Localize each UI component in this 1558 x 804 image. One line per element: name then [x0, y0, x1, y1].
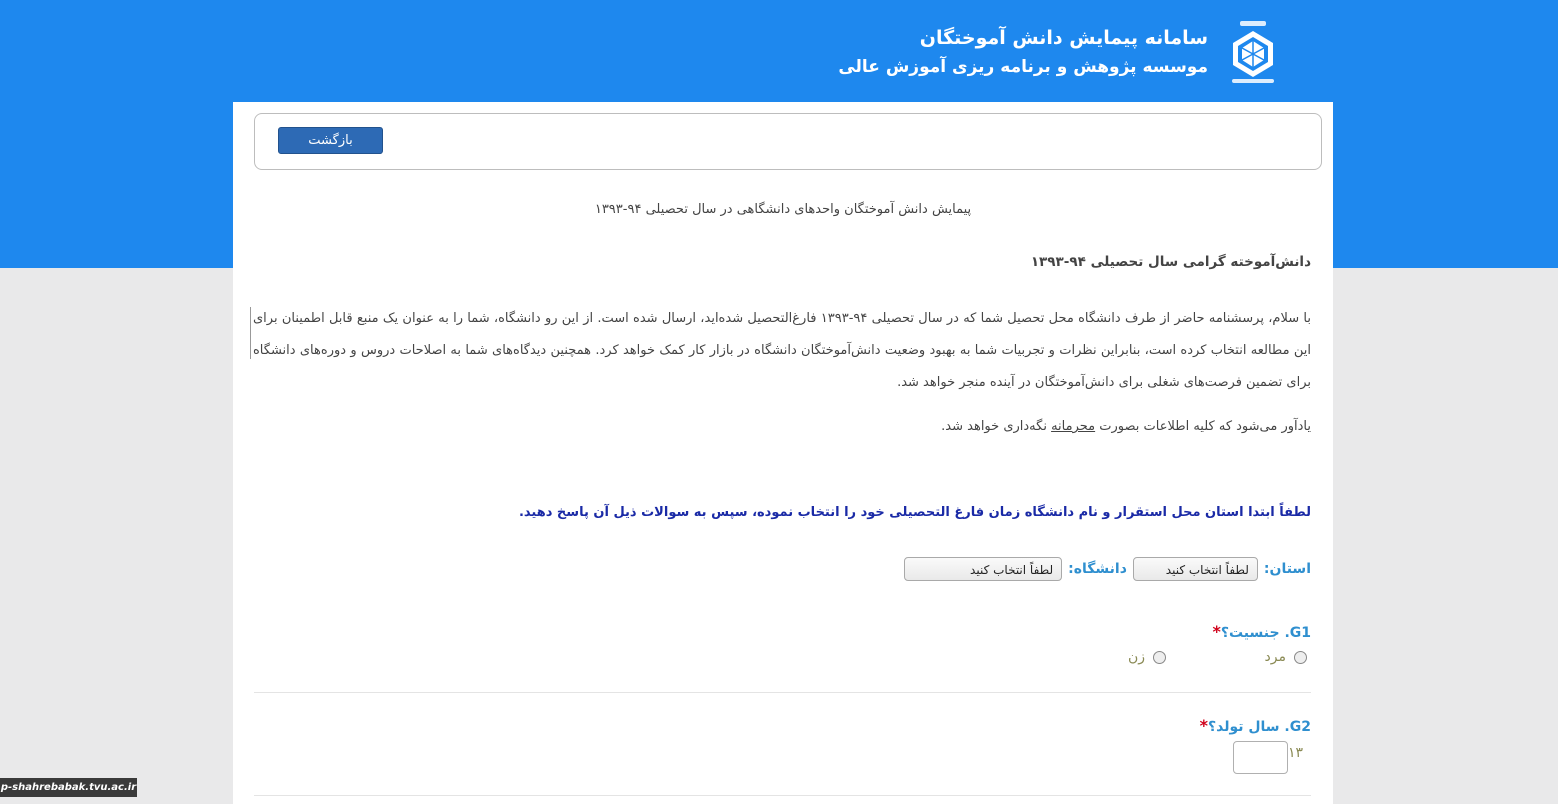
confidential-word: محرمانه: [1051, 419, 1096, 434]
gender-option-male-label: مرد: [1264, 649, 1286, 665]
question-divider: [254, 795, 1311, 796]
site-title: سامانه پیمایش دانش آموختگان: [919, 27, 1208, 49]
university-label: دانشگاه:: [1068, 561, 1127, 577]
question-g1: [253, 622, 1311, 641]
province-label: استان:: [1263, 561, 1311, 577]
question-g1-label: G1. جنسیت؟: [1220, 625, 1311, 641]
required-mark: *: [1199, 716, 1209, 735]
university-select[interactable]: لطفاً انتخاب کنید: [904, 557, 1062, 581]
location-row: [898, 557, 1311, 581]
institute-logo-icon: [1218, 17, 1288, 87]
birth-year-input[interactable]: [1233, 741, 1288, 774]
selection-instruction: لطفاً ابتدا استان محل استقرار و نام دانشگاه زمان فارغ التحصیلی خود را انتخاب نموده، سپس به سوالات ذیل آن پاسخ دهید.: [518, 505, 1311, 520]
radio-button-male[interactable]: [1294, 651, 1307, 664]
intro-scroll-marker: [250, 307, 251, 359]
site-header: [838, 12, 1288, 92]
confidentiality-note: [253, 419, 1311, 434]
question-g2-label: G2. سال تولد؟: [1208, 719, 1311, 735]
birth-year-row: [1233, 741, 1311, 774]
toolbar-box: [254, 113, 1322, 170]
site-subtitle: موسسه پژوهش و برنامه ریزی آموزش عالی: [838, 57, 1208, 77]
question-divider: [254, 692, 1311, 693]
gender-option-female-label: زن: [1127, 649, 1145, 665]
survey-card: [233, 102, 1333, 804]
province-select[interactable]: لطفاً انتخاب کنید: [1133, 557, 1258, 581]
gender-options: [253, 649, 1311, 671]
survey-title: پیمایش دانش آموختگان واحدهای دانشگاهی در سال تحصیلی ۹۴-۱۳۹۳: [594, 202, 972, 217]
reminder-text-after: نگه‌داری خواهد شد.: [941, 419, 1047, 434]
back-button[interactable]: بازگشت: [278, 127, 383, 154]
gender-option-male[interactable]: [1265, 649, 1307, 665]
radio-button-female[interactable]: [1153, 651, 1166, 664]
greeting-heading: دانش‌آموخته گرامی سال تحصیلی ۹۴-۱۳۹۳: [1030, 254, 1311, 270]
required-mark: *: [1212, 622, 1221, 641]
gender-option-female[interactable]: [1128, 649, 1166, 665]
birth-year-prefix: ۱۳: [1287, 745, 1303, 761]
question-g2: [253, 716, 1311, 735]
site-watermark: p-shahrebabak.tvu.ac.ir: [0, 778, 137, 797]
intro-paragraph: با سلام، پرسشنامه حاضر از طرف دانشگاه محل تحصیل شما که در سال تحصیلی ۹۴-۱۳۹۳ فارغ‌التحصیل شده‌اید، ارسال شده است. از این رو دانشگاه، شما را به عنوان یک منبع قابل اطمینان برای این مطالعه انتخاب کرده است، بنابراین نظرات و تجربیات شما به بهبود وضعیت دانش‌آموختگان دانشگاه در بازار کار کمک خواهد کرد. همچنین دیدگاه‌های شما به اصلاحات دروس و دوره‌های دانشگاه برای تضمین فرصت‌های شغلی برای دانش‌آموختگان در آینده منجر خواهد شد.: [253, 311, 1311, 390]
reminder-text-before: یادآور می‌شود که کلیه اطلاعات بصورت: [1099, 419, 1311, 434]
